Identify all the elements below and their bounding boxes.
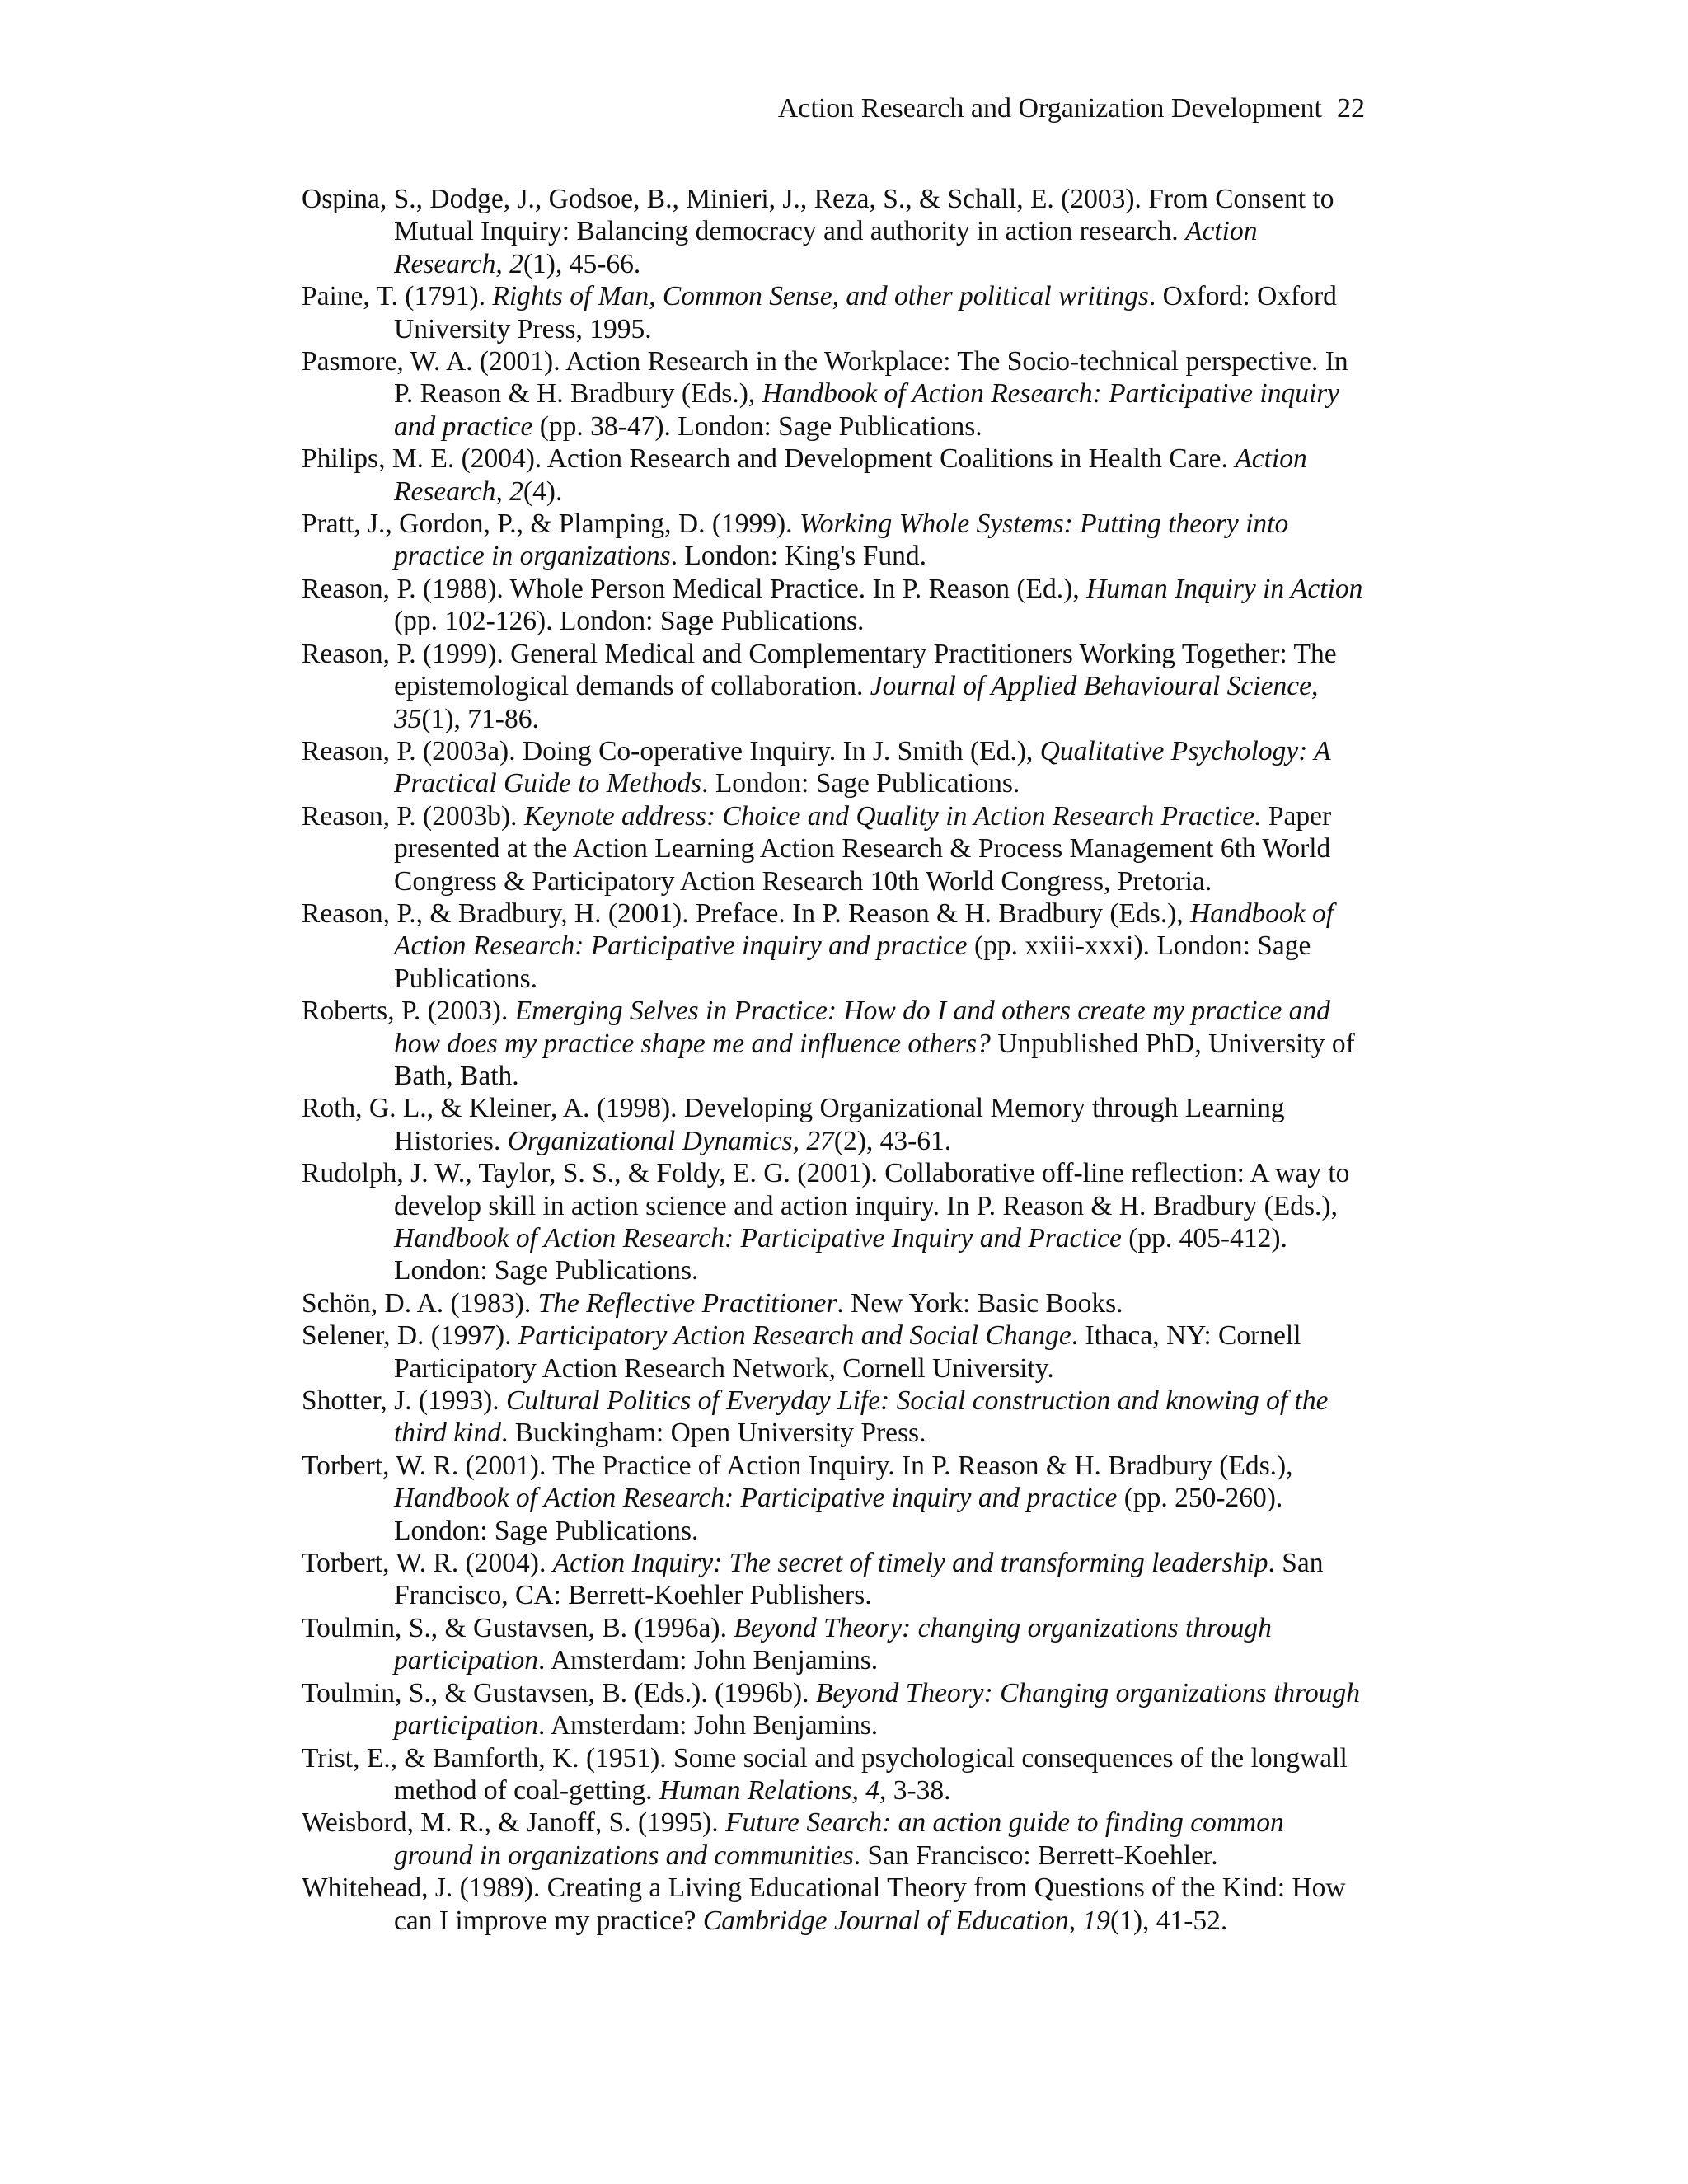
reference-text: . London: Sage Publications. [701,768,1020,799]
reference-entry [302,443,1365,508]
reference-entry [302,638,1365,735]
reference-text: Pasmore, W. A. (2001). Action Research in the Workplace: The Socio-technical perspective. In P. Reason & H. Bradbury (Eds.), [302,346,1348,410]
reference-text: (pp. 250-260). London: Sage Publications. [394,1483,1283,1546]
reference-italic-text: The Reflective Practitioner [537,1287,837,1319]
reference-italic-text: Organizational Dynamics, 27 [507,1125,834,1156]
reference-text: Rudolph, J. W., Taylor, S. S., & Foldy, E. G. (2001). Collaborative off-line reflection: A way to develop skill in action science and action inquiry. In P. Reason & H. Bradbury (Eds.), [302,1158,1350,1221]
reference-text: Roberts, P. (2003). [302,996,515,1027]
page-number: 22 [1337,93,1365,124]
reference-text: Reason, P. (1988). Whole Person Medical Practice. In P. Reason (Ed.), [302,573,1087,604]
reference-text: (4). [523,476,563,507]
reference-text: . New York: Basic Books. [837,1287,1123,1319]
reference-italic-text: Handbook of Action Research: Participative inquiry and practice [394,898,1334,962]
reference-text: . Oxford: Oxford University Press, 1995. [394,281,1337,344]
reference-text: Toulmin, S., & Gustavsen, B. (1996a). [302,1612,734,1643]
reference-entry [302,898,1365,995]
reference-italic-text: Rights of Man, Common Sense, and other political writings [492,281,1149,312]
reference-italic-text: Future Search: an action guide to finding common ground in organizations and communities [394,1807,1284,1871]
reference-italic-text: Beyond Theory: Changing organizations through participation [394,1677,1360,1741]
reference-entry [302,508,1365,573]
reference-text: Trist, E., & Bamforth, K. (1951). Some social and psychological consequences of the longwall method of coal-getting. [302,1742,1348,1806]
reference-entry [302,1742,1365,1807]
reference-text: (pp. 38-47). London: Sage Publications. [532,410,982,442]
reference-list [302,183,1365,1937]
reference-entry [302,1287,1365,1319]
reference-entry [302,1319,1365,1385]
reference-text: Schön, D. A. (1983). [302,1287,538,1319]
reference-text: , 3-38. [879,1774,951,1806]
reference-text: Shotter, J. (1993). [302,1385,507,1417]
reference-text: Ospina, S., Dodge, J., Godsoe, B., Minieri, J., Reza, S., & Schall, E. (2003). From Consent to Mutual Inquiry: Balancing democracy and authority in action research. [302,184,1334,247]
reference-entry [302,800,1365,898]
reference-italic-text: Qualitative Psychology: A Practical Guide to Methods [394,735,1330,799]
reference-italic-text: Action Research, 2 [394,443,1307,507]
reference-text: . Buckingham: Open University Press. [500,1418,926,1449]
reference-text: (2), 43-61. [833,1125,952,1156]
reference-text: Torbert, W. R. (2004). [302,1548,553,1579]
reference-entry [302,735,1365,800]
reference-entry [302,345,1365,443]
reference-text: (1), 71-86. [421,703,539,734]
reference-text: Reason, P. (2003a). Doing Co-operative Inquiry. In J. Smith (Ed.), [302,735,1040,766]
reference-text: . Amsterdam: John Benjamins. [537,1710,879,1741]
reference-italic-text: Handbook of Action Research: Participative inquiry and practice [394,378,1340,442]
running-title: Action Research and Organization Development [777,93,1322,124]
reference-italic-text: Participatory Action Research and Social Change [518,1320,1071,1352]
reference-italic-text: Human Inquiry in Action [1086,573,1363,604]
reference-entry [302,995,1365,1092]
reference-text: Torbert, W. R. (2001). The Practice of Action Inquiry. In P. Reason & H. Bradbury (Eds.), [302,1450,1293,1481]
reference-text: . San Francisco, CA: Berrett-Koehler Publishers. [394,1548,1324,1611]
reference-text: Paper presented at the Action Learning Action Research & Process Management 6th World Congress & Participatory Action Research 10th World Congress, Pretoria. [394,800,1332,897]
reference-italic-text: Emerging Selves in Practice: How do I and others create my practice and how does my practice shape me and influence others? [394,996,1330,1059]
reference-italic-text: Working Whole Systems: Putting theory into practice in organizations [394,509,1289,572]
reference-entry [302,1092,1365,1157]
reference-italic-text: Action Inquiry: The secret of timely and transforming leadership [552,1548,1268,1579]
reference-entry [302,573,1365,638]
reference-entry [302,280,1365,345]
running-head [778,89,1365,129]
reference-text: Paine, T. (1791). [302,281,493,312]
reference-text: (pp. 405-412). London: Sage Publications. [394,1223,1287,1286]
reference-italic-text: Cultural Politics of Everyday Life: Social construction and knowing of the third kind [394,1385,1329,1449]
reference-entry [302,1872,1365,1937]
reference-entry [302,1450,1365,1547]
reference-text: Selener, D. (1997). [302,1320,518,1352]
reference-italic-text: Human Relations, 4 [659,1774,879,1806]
reference-text: (pp. xxiii-xxxi). London: Sage Publications. [394,930,1311,994]
reference-text: Reason, P. (1999). General Medical and Complementary Practitioners Working Together: The epistemological demands of collaboration. [302,638,1337,702]
reference-italic-text: Journal of Applied Behavioural Science, 35 [394,671,1319,734]
reference-text: Roth, G. L., & Kleiner, A. (1998). Developing Organizational Memory through Learning Histories. [302,1093,1285,1156]
reference-text: (pp. 102-126). London: Sage Publications. [394,606,865,637]
reference-text: . Ithaca, NY: Cornell Participatory Action Research Network, Cornell University. [394,1320,1301,1384]
reference-italic-text: Cambridge Journal of Education, 19 [702,1905,1110,1936]
reference-text: . London: King's Fund. [670,541,926,572]
reference-italic-text: Action Research, 2 [394,216,1258,279]
reference-entry [302,1385,1365,1450]
reference-text: Toulmin, S., & Gustavsen, B. (Eds.). (1996b). [302,1677,816,1708]
reference-entry [302,1157,1365,1287]
reference-text: Philips, M. E. (2004). Action Research and Development Coalitions in Health Care. [302,443,1236,475]
reference-entry [302,183,1365,280]
reference-entry [302,1807,1365,1872]
reference-italic-text: Keynote address: Choice and Quality in Action Research Practice. [523,800,1262,832]
reference-text: . Amsterdam: John Benjamins. [537,1645,879,1676]
reference-italic-text: Handbook of Action Research: Participative Inquiry and Practice [394,1223,1122,1254]
reference-text: Reason, P., & Bradbury, H. (2001). Preface. In P. Reason & H. Bradbury (Eds.), [302,898,1191,929]
reference-text: Weisbord, M. R., & Janoff, S. (1995). [302,1807,726,1839]
reference-text: Reason, P. (2003b). [302,800,524,832]
reference-text: (1), 45-66. [523,248,641,279]
reference-entry [302,1677,1365,1742]
reference-entry [302,1612,1365,1677]
reference-text: . San Francisco: Berrett-Koehler. [853,1840,1218,1871]
reference-text: (1), 41-52. [1109,1905,1228,1936]
reference-text: Pratt, J., Gordon, P., & Plamping, D. (1999). [302,509,799,540]
reference-entry [302,1547,1365,1612]
reference-italic-text: Handbook of Action Research: Participative inquiry and practice [394,1483,1118,1514]
reference-italic-text: Beyond Theory: changing organizations through participation [394,1612,1272,1676]
reference-text: Unpublished PhD, University of Bath, Bath. [394,1028,1355,1091]
reference-text: Whitehead, J. (1989). Creating a Living Educational Theory from Questions of the Kind: How can I improve my practice? [302,1872,1346,1936]
